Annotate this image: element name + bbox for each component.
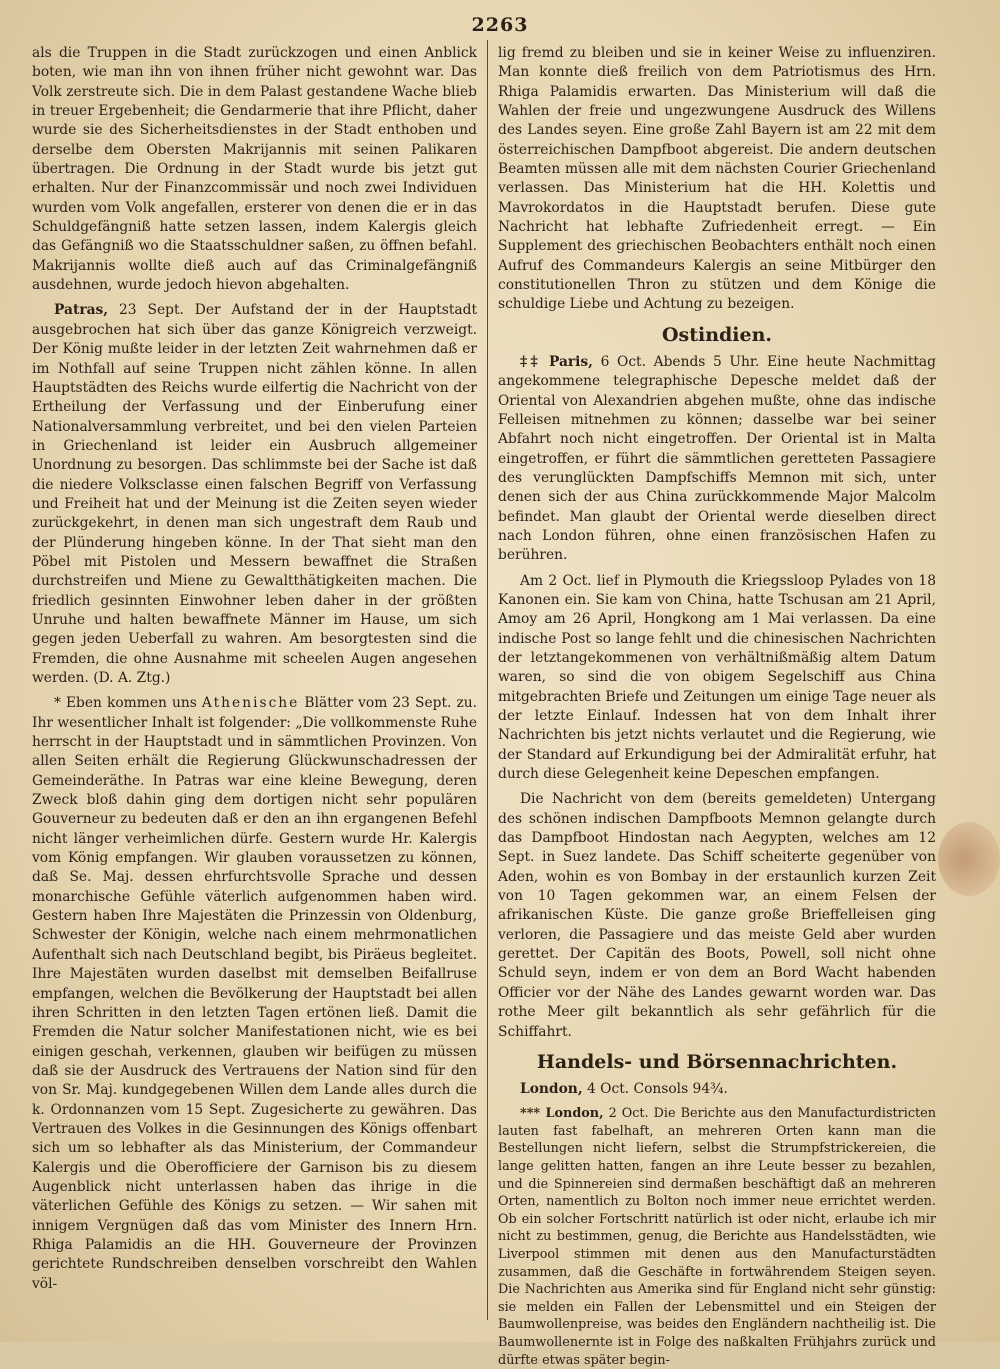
paper-stain bbox=[938, 822, 1000, 896]
paragraph-london-text: 2 Oct. Die Berichte aus den Manufacturdistricten lauten fast fabelhaft, an mehreren Orten kann man die Bestellungen nicht liefern, selbst die Strumpfstrickereien, die lange gelitten hatten, fangen an ihre Leute besser zu bezahlen, und die Spinnereien sind dermaßen beschäftigt daß an mehreren Orten, namentlich zu Bolton noch immer neue errichtet werden. Ob ein solcher Fortschritt natürlich ist oder nicht, erlaube ich mir nicht zu bestimmen, genug, die Berichte aus Handelsstädten, wie Liverpool stimmen mit denen aus den Manufacturstädten zusammen, daß die Geschäfte in fortwährendem Steigen seyen. Die Nachrichten aus Amerika sind für England nicht sehr günstig: sie melden ein Fallen der Lebensmittel und ein Steigen der Baumwollenpreise, was beides den Engländern nachtheilig ist. Die Baumwollenernte ist in Folge des naßkalten Frühjahrs zurück und dürfte etwas später begin- bbox=[498, 1106, 936, 1368]
dateline-london-1: London, bbox=[520, 1080, 583, 1097]
right-column bbox=[498, 44, 936, 1369]
paragraph-paris bbox=[498, 353, 936, 566]
paragraph-plymouth: Am 2 Oct. lief in Plymouth die Kriegssloop Pylades von 18 Kanonen ein. Sie kam von China, hatte Tschusan am 21 April, Amoy am 26 April, Hongkong am 1 Mai verlassen. Da eine indische Post so lange fehlt und die chinesischen Nachrichten der letztangekommenen von verhältnißmäßig altem Datum waren, so sind die von obigem Segelschiff aus China mitgebrachten Briefe und Zeitungen um einige Tage neuer als der letzte Einlauf. Indessen hat von dem Inhalt ihrer Nachrichten bis jetzt nichts verlautet und die Regierung, wie der Standard auf Erkundigung bei der Admiralität erfuhr, hat durch diese Gelegenheit keine Depeschen empfangen. bbox=[498, 572, 936, 783]
paragraph-consols bbox=[498, 1080, 936, 1099]
paragraph-greece-continued: lig fremd zu bleiben und sie in keiner Weise zu influenziren. Man konnte dieß freilich von dem Patriotismus des Hrn. Rhiga Palamidis erwarten. Das Ministerium will daß die Wahlen der freie und ungezwungene Ausdruck des Willens des Landes seyen. Eine große Zahl Bayern ist am 22 mit dem österreichischen Dampfboot abgereist. Die andern deutschen Beamten müssen alle mit dem nächsten Courier Griechenland verlassen. Das Ministerium hat die HH. Kolettis und Mavrokordatos in die Hauptstadt berufen. Diese gute Nachricht hat lebhafte Zufriedenheit erregt. — Ein Supplement des griechischen Beobachters enthält noch einen Aufruf des Commandeurs Kalergis an seine Mitbürger den constitutionellen Thron zu stützen und dem Könige die schuldige Liebe und Achtung zu bezeigen. bbox=[498, 45, 936, 313]
dateline-paris: ‡‡ Paris, bbox=[520, 353, 593, 370]
column-divider bbox=[487, 40, 488, 1320]
paragraph-athenian-text: Blätter vom 23 Sept. zu. Ihr wesentlicher Inhalt ist folgender: „Die vollkommenste Ruhe herrscht in der Hauptstadt und in sämmtlichen Provinzen. Von allen Seiten erhält die Regierung Glückwunschadressen der Gemeinderäthe. In Patras war eine kleine Bewegung, deren Zweck bloß dahin ging dem dortigen nicht sehr populären Gouverneur zu bedeuten daß er den an ihn ergangenen Befehl nicht länger verheimlichen dürfe. Gestern wurde Hr. Kalergis vom König empfangen. Wir glauben voraussetzen zu können, daß Se. Maj. dessen ehrfurchtsvolle Sprache und dessen monarchische Gefühle väterlich aufgenommen haben wird. Gestern haben Ihre Majestäten die Prinzessin von Oldenburg, Schwester der Königin, welche nach einem mehrmonatlichen Aufenthalt sich nach Deutschland begibt, bis Piräeus begleitet. Ihre Majestäten wurden daselbst mit demselben Beifallruse empfangen, welchen die Bevölkerung der Hauptstadt bei allen ihren Schritten in den letzten Tagen ertönen ließ. Damit die Fremden die Natur solcher Manifestationen nicht, wie es bei einigen geschah, verkennen, glauben wir beifügen zu müssen daß sie der Ausdruck des Vertrauens der Nation sind für den von Sr. Maj. kundgegebenen Willen dem Lande alles durch die k. Ordonnanzen vom 15 Sept. Zugesicherte zu gewähren. Das Vertrauen des Volkes in die Gesinnungen des Königs offenbart sich um so lebhafter als das Ministerium, der Commandeur Kalergis und die Oberofficiere der Garnison bis zu diesem Augenblick nicht unterlassen haben das ihrige in die väterlichen Gefühle des Königs zu setzen. — Wir sahen mit innigem Vergnügen daß das vom Minister des Innern Hrn. Rhiga Palamidis an die HH. Gouverneure der Provinzen gerichtete Rundschreiben denselben vorschreibt den Wahlen völ- bbox=[32, 695, 477, 1292]
section-heading-ostindien: Ostindien. bbox=[661, 323, 773, 346]
paragraph-paris-text: 6 Oct. Abends 5 Uhr. Eine heute Nachmittag angekommene telegraphische Depesche meldet daß der Oriental von Alexandrien abgehen mußte, ohne das indische Felleisen mitnehmen zu können; dasselbe war bei seiner Abfahrt noch nicht eingetroffen. Der Oriental ist in Malta eingetroffen, er führt die sämmtlichen geretteten Passagiere des verunglückten Dampfschiffs Memnon mit sich, unter denen sich der aus China zurückkommende Major Malcolm befindet. Man glaubt der Oriental werde dieselben direct nach London führen, ohne einen französischen Hafen zu berühren. bbox=[498, 353, 936, 564]
paragraph-patras bbox=[32, 301, 477, 688]
dateline-patras: Patras, bbox=[54, 302, 109, 319]
paragraph-consols-text: 4 Oct. Consols 94¾. bbox=[582, 1080, 728, 1097]
paragraph-athenian-lead: * Eben kommen uns bbox=[54, 695, 202, 712]
dateline-london-2: *** London, bbox=[520, 1106, 604, 1122]
paragraph-athens-continued: als die Truppen in die Stadt zurückzogen und einen Anblick boten, wie man ihn von ihnen früher nicht gewohnt war. Das Volk zerstreute sich. Die in dem Palast gestandene Wache blieb in treuer Ergebenheit; die Gendarmerie that ihre Pflicht, daher wurde sie des Sicherheitsdienstes in der Stadt enthoben und derselbe dem Obersten Makrijannis mit seinen Palikaren übertragen. Die Ordnung in der Stadt wurde bis jetzt gut erhalten. Nur der Finanzcommissär und noch zwei Individuen wurden vom Volk angefallen, ersterer von denen die er in das Schuldgefängniß hatte setzen lassen, indem Kalergis gleich das Gefängniß wo die Staatsschuldner saßen, zu öffnen befahl. Makrijannis wollte dieß auch auf das Criminalgefängniß ausdehnen, wurde jedoch hievon abgehalten. bbox=[32, 45, 477, 294]
left-column bbox=[32, 44, 477, 1294]
paragraph-london-report bbox=[498, 1105, 936, 1369]
athenian-spaced-word: Athenische bbox=[201, 695, 300, 712]
page-number: 2263 bbox=[471, 14, 529, 36]
paragraph-athenian-papers bbox=[32, 694, 477, 1294]
paragraph-memnon: Die Nachricht von dem (bereits gemeldeten) Untergang des schönen indischen Dampfboots Memnon gelangte durch das Dampfboot Hindostan nach Aegypten, welches am 12 Sept. in Suez landete. Das Schiff scheiterte gegenüber von Aden, wohin es von Bombay in der erstaunlich kurzen Zeit von 10 Tagen gekommen war, an einem Felsen der afrikanischen Küste. Die ganze große Brieffelleisen ging verloren, die Passagiere und das meiste Geld aber wurden gerettet. Der Capitän des Boots, Powell, soll nicht ohne Schuld seyn, indem er von dem an Bord Wacht habenden Officier vor der Nähe des Landes gewarnt worden war. Das rothe Meer gilt bekanntlich als sehr gefährlich für die Schiffahrt. bbox=[498, 791, 936, 1040]
section-heading-trade: Handels- und Börsennachrichten. bbox=[536, 1050, 898, 1073]
paragraph-patras-text: 23 Sept. Der Aufstand der in der Hauptstadt ausgebrochen hat sich über das ganze Königreich verzweigt. Der König mußte leider in der letzten Zeit wahrnehmen daß er im Nothfall auf seine Truppen nicht zählen könne. In allen Hauptstädten des Reichs wurde eilfertig die Nachricht von der Ertheilung der Verfassung und der Einberufung einer Nationalversammlung verbreitet, und bei den vielen Parteien in Griechenland ist leider ein Ausbruch allgemeiner Unordnung zu besorgen. Das schlimmste bei der Sache ist daß die niedere Volksclasse einen falschen Begriff von Verfassung und Freiheit hat und der Meinung ist die Zeiten seyen wieder zurückgekehrt, in denen man sich ungestraft dem Raub und der Plünderung hingeben könne. In der That sieht man den Pöbel mit Pistolen und Messern bewaffnet die Straßen durchstreifen und Miene zu Gewaltthätigkeiten machen. Die friedlich gesinnten Einwohner leben daher in der größten Unruhe und halten bewaffnete Männer im Hause, um sich gegen jeden Ueberfall zu wahren. Am besorgtesten sind die Fremden, die ohne Ausnahme mit scheelen Augen angesehen werden. (D. A. Ztg.) bbox=[32, 302, 477, 686]
